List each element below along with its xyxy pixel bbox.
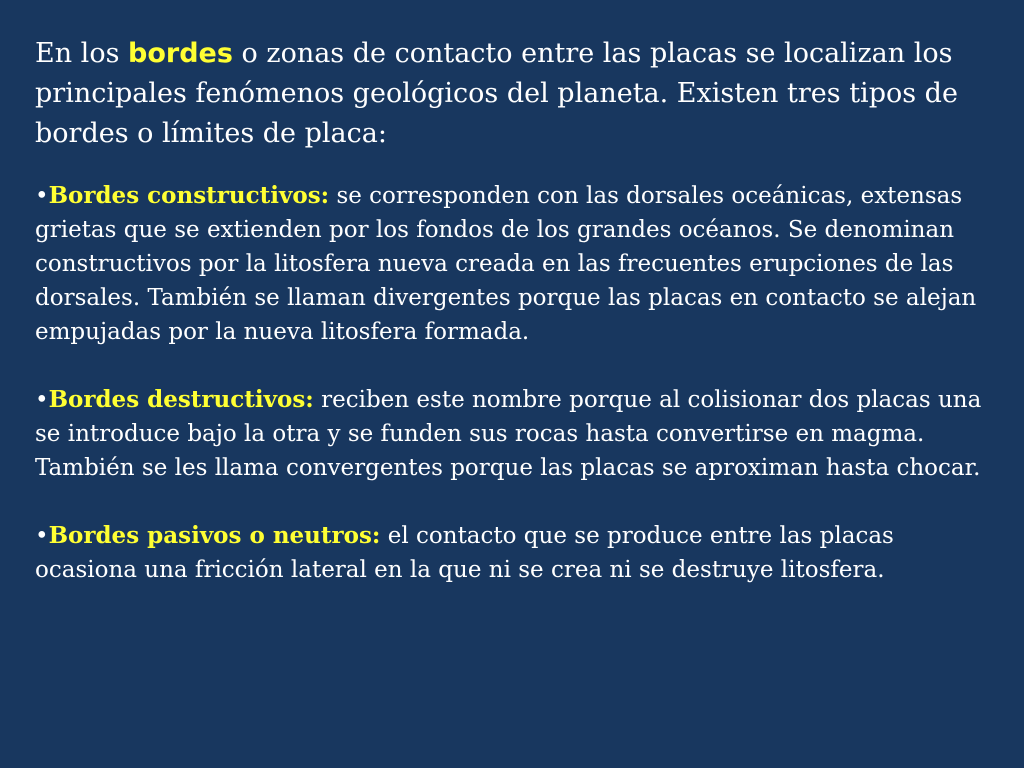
bullet-text-passive: el contacto que se produce entre las placas ocasiona una fricción lateral en la que ni se crea ni se destruye litosfera. [35,523,894,583]
bullet-text-constructive: se corresponden con las dorsales oceánicas, extensas grietas que se extienden por los fondos de los grandes océanos. Se denominan constructivos por la litosfera nueva creada en las frecuentes erupciones de las dorsales. También se llaman divergentes porque las placas en contacto se alejan empujadas por la nueva litosfera formada. [35,183,977,345]
bullet-marker: • [35,183,49,209]
bullet-destructive [35,383,994,485]
bullet-term-destructive: Bordes destructivos: [48,386,314,413]
bullet-constructive [35,179,994,349]
intro-text-after: o zonas de contacto entre las placas se localizan los principales fenómenos geológicos del planeta. Existen tres tipos de bordes o límites de placa: [35,38,958,149]
intro-highlight: bordes [128,38,233,69]
bullet-term-passive: Bordes pasivos o neutros: [48,522,381,549]
bullet-marker: • [35,387,49,413]
intro-text-before: En los [35,38,129,69]
bullet-text-destructive: reciben este nombre porque al colisionar dos placas una se introduce bajo la otra y se funden sus rocas hasta convertirse en magma. También se les llama convergentes porque las placas se aproximan hasta chocar. [35,387,982,481]
intro-paragraph [35,34,994,154]
bullet-marker: • [35,523,49,549]
bullet-term-constructive: Bordes constructivos: [48,182,330,209]
bullet-passive [35,519,994,587]
